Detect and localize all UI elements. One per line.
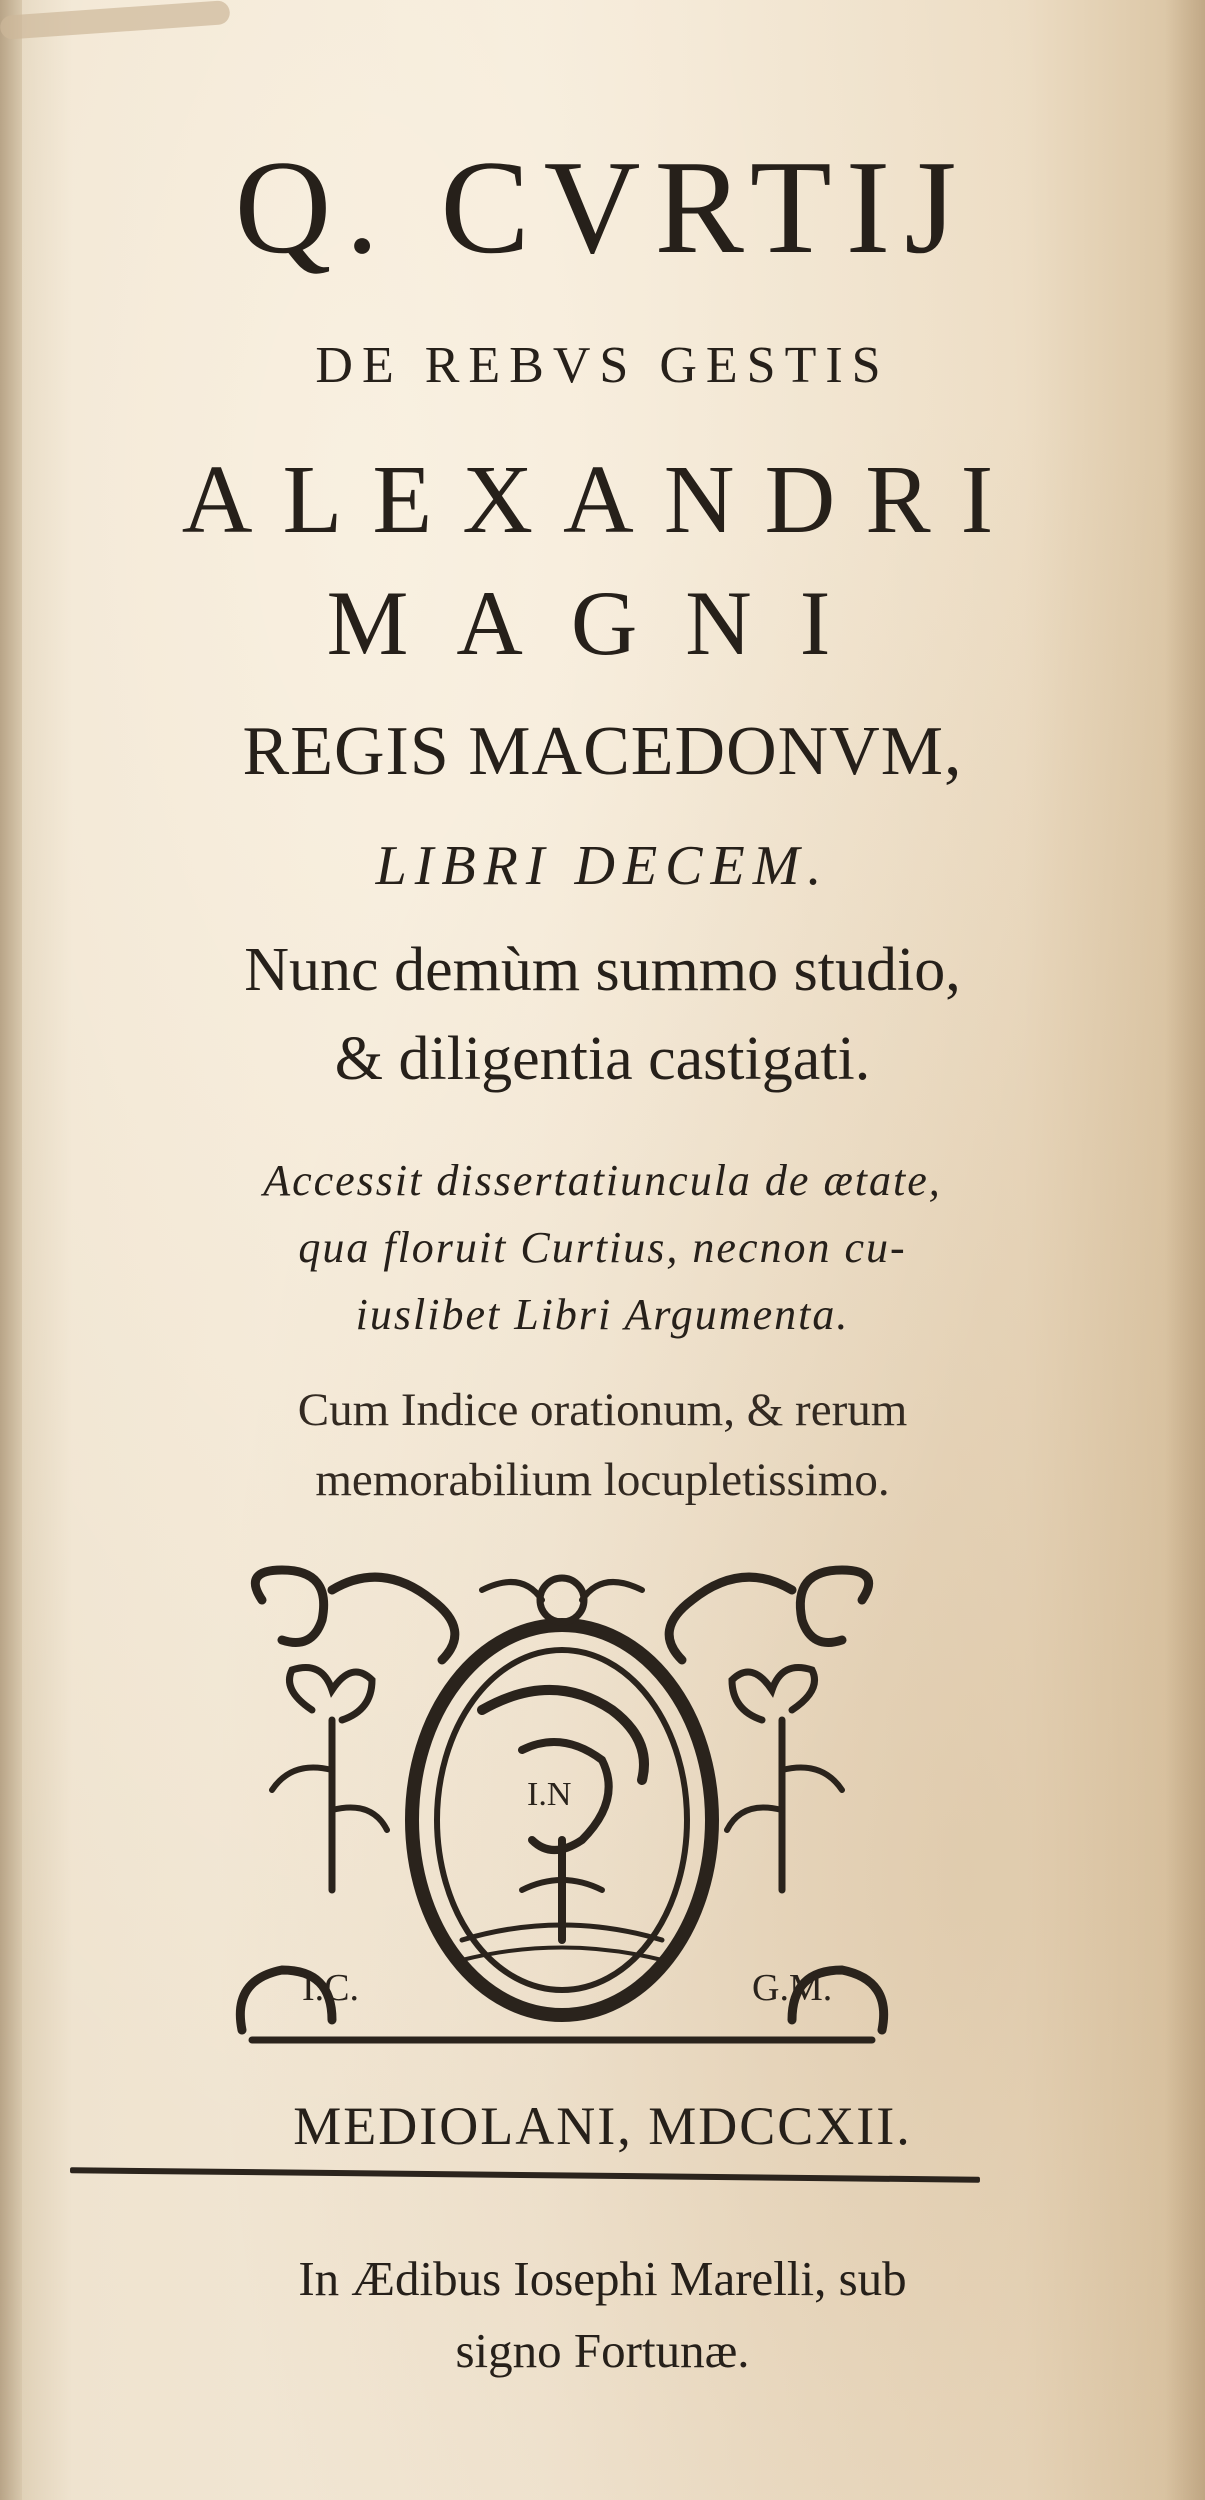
accessit-line-1: Accessit dissertatiuncula de ætate, [263,1156,942,1205]
imprint-line-1: In Ædibus Iosephi Marelli, sub [298,2251,907,2306]
imprint-place-date: MEDIOLANI, MDCCXII. [293,2096,912,2156]
title-libri-decem: LIBRI DECEM. [375,835,830,897]
title-regis: REGIS MACEDONVM, [242,713,963,790]
title-magni: MAGNI [326,572,879,674]
subtitle-de-rebus: DE REBVS GESTIS [315,337,890,394]
accessit-line-2: qua floruit Curtius, necnon cu- [298,1223,907,1272]
binding-thread [0,0,231,40]
line-diligentia: & diligentia castigati. [334,1025,871,1093]
mark-center-text: I.N [527,1776,572,1813]
printer-device-woodcut [222,1560,902,2060]
line-nunc: Nunc demùm summo studio, [244,936,961,1004]
mark-initials-left: I.C. [302,1967,359,2009]
mark-initials-right: G.M. [752,1967,833,2009]
horizontal-rule [70,2167,980,2183]
index-line-1: Cum Indice orationum, & rerum [297,1384,908,1436]
imprint-line-2: signo Fortunæ. [455,2323,750,2378]
author-heading: Q. CVRTIJ [234,133,971,281]
accessit-line-3: iuslibet Libri Argumenta. [355,1290,850,1339]
index-line-2: memorabilium locupletissimo. [315,1454,890,1506]
title-alexandri: ALEXANDRI [181,446,1024,554]
